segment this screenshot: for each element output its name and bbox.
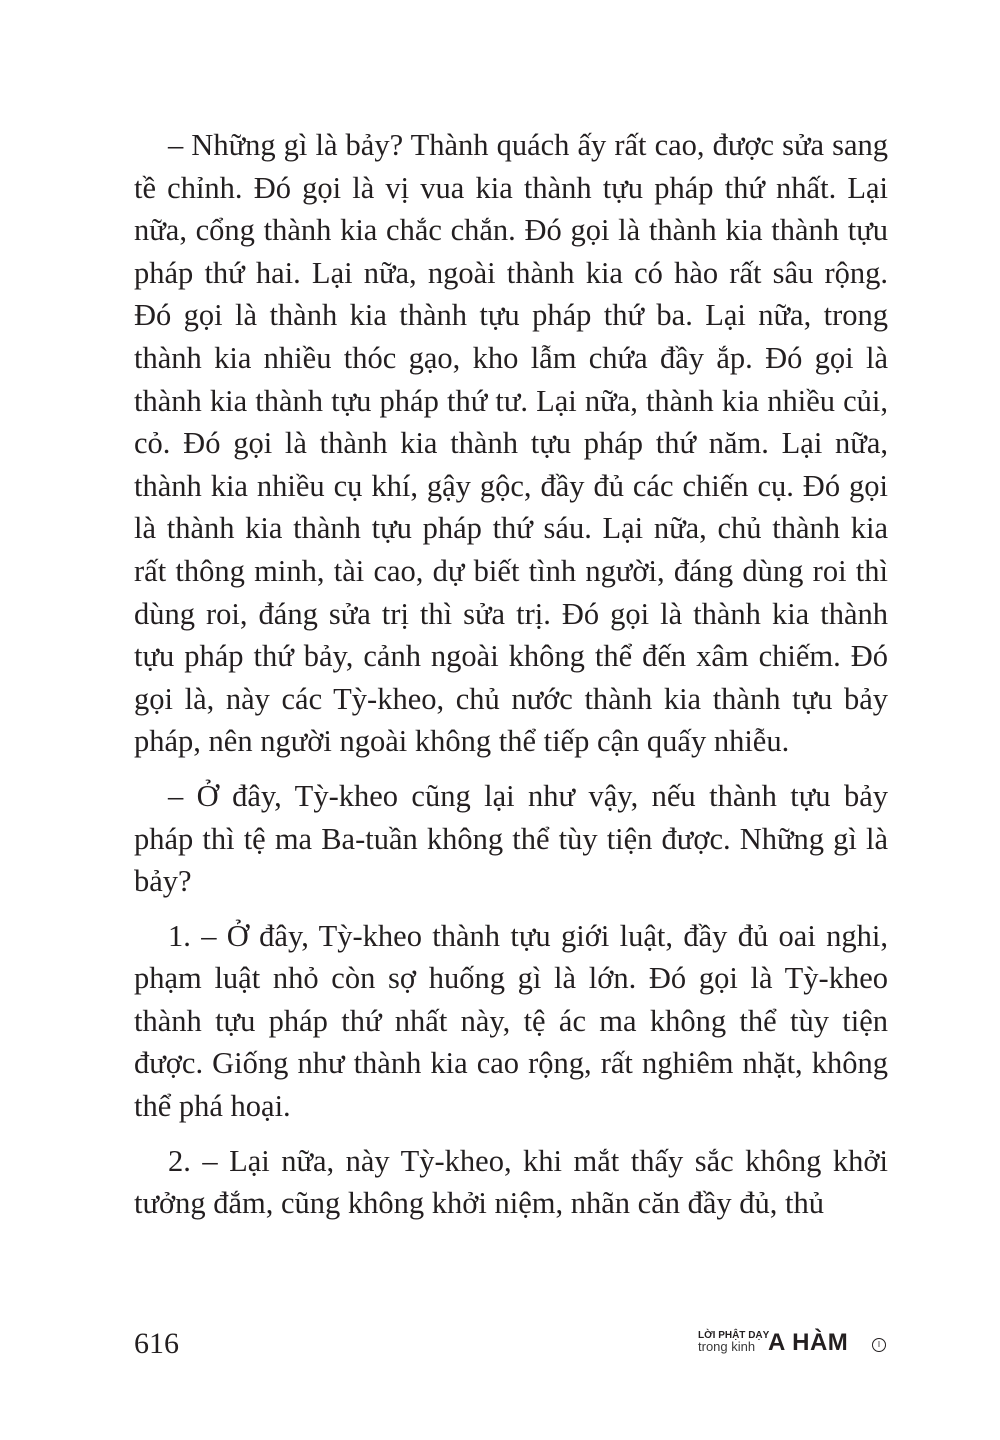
paragraph: 2. – Lại nữa, này Tỳ-kheo, khi mắt thấy sắc không khởi tưởng đắm, cũng không khởi niệm, nhãn căn đầy đủ, thủ xyxy=(134,1143,888,1221)
book-title-main: A HÀM xyxy=(768,1329,849,1356)
book-title-logo xyxy=(698,1330,888,1364)
volume-badge: I xyxy=(872,1338,886,1352)
body-text xyxy=(134,124,888,1237)
book-title-line1: LỜI PHẬT DẠY xyxy=(698,1330,770,1341)
page-footer xyxy=(134,1322,888,1368)
paragraph: – Ở đây, Tỳ-kheo cũng lại như vậy, nếu thành tựu bảy pháp thì tệ ma Ba-tuần không thể tùy tiện được. Những gì là bảy? xyxy=(134,778,888,899)
paragraph: – Những gì là bảy? Thành quách ấy rất cao, được sửa sang tề chỉnh. Đó gọi là vị vua kia thành tựu pháp thứ nhất. Lại nữa, cổng thành kia chắc chắn. Đó gọi là thành kia thành tựu pháp thứ hai. Lại nữa, ngoài thành kia có hào rất sâu rộng. Đó gọi là thành kia thành tựu pháp thứ ba. Lại nữa, trong thành kia nhiều thóc gạo, kho lẫm chứa đầy ắp. Đó gọi là thành kia thành tựu pháp thứ tư. Lại nữa, thành kia nhiều củi, cỏ. Đó gọi là thành kia thành tựu pháp thứ năm. Lại nữa, thành kia nhiều cụ khí, gậy gộc, đầy đủ các chiến cụ. Đó gọi là thành kia thành tựu pháp thứ sáu. Lại nữa, chủ thành kia rất thông minh, tài cao, dự biết tình người, đáng dùng roi thì dùng roi, đáng sửa trị thì sửa trị. Đó gọi là thành kia thành tựu pháp thứ bảy, cảnh ngoài không thể đến xâm chiếm. Đó gọi là, này các Tỳ-kheo, chủ nước thành kia thành tựu bảy pháp, nên người ngoài không thể tiếp cận quấy nhiễu. xyxy=(134,128,888,759)
paragraph: 1. – Ở đây, Tỳ-kheo thành tựu giới luật, đầy đủ oai nghi, phạm luật nhỏ còn sợ huống gì là lớn. Đó gọi là Tỳ-kheo thành tựu pháp thứ nhất này, tệ ác ma không thể tùy tiện được. Giống như thành kia cao rộng, rất nghiêm nhặt, không thể phá hoại. xyxy=(134,918,888,1124)
page-number: 616 xyxy=(134,1327,179,1360)
book-title-line2: trong kinh xyxy=(698,1339,756,1354)
